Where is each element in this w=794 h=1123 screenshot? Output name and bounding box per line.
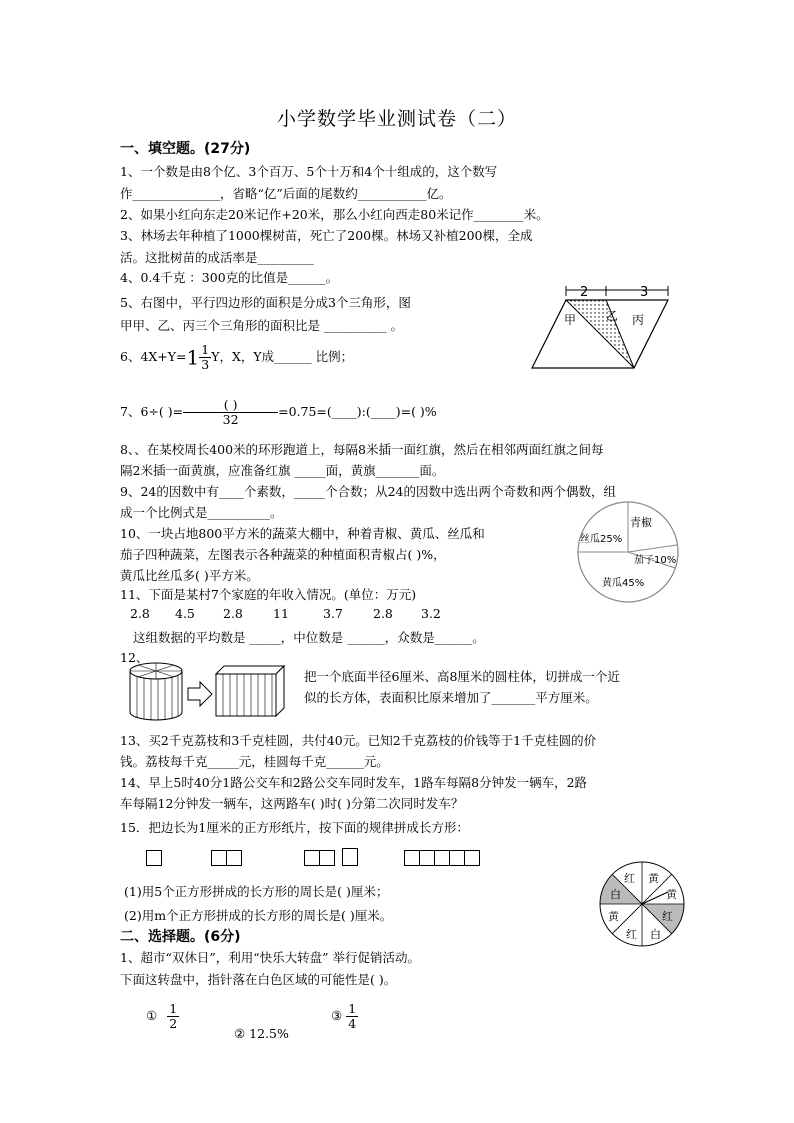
question-13-line-2: 钱。荔枝每千克_____元，桂圆每千克______元。 bbox=[120, 754, 389, 769]
figure-label-bing: 丙 bbox=[632, 313, 645, 327]
q6-whole: 1 bbox=[186, 345, 200, 370]
question-11-line-1: 11、下面是某村7个家庭的年收入情况。(单位：万元) bbox=[120, 587, 417, 602]
question-11-values bbox=[130, 606, 461, 621]
option-1-numerator: 1 bbox=[169, 1001, 178, 1016]
cylinder-to-cuboid-figure bbox=[124, 660, 296, 722]
section-2-heading: 二、选择题。(6分) bbox=[120, 929, 241, 945]
spinner-sector: 红 bbox=[662, 910, 673, 923]
question-8-line-2: 隔2米插一面黄旗，应准备红旗 _____面，黄旗_______面。 bbox=[120, 463, 445, 478]
question-10-line-1: 10、一块占地800平方米的蔬菜大棚中，种着青椒、黄瓜、丝瓜和 bbox=[120, 526, 485, 541]
question-14-line-1: 14、早上5时40分1路公交车和2路公交车同时发车，1路车每隔8分钟发一辆车，2路 bbox=[120, 775, 588, 790]
question-1-line-2: 作______________，省略“亿”后面的尾数约___________亿。 bbox=[120, 186, 452, 201]
question-9-line-2: 成一个比例式是__________。 bbox=[120, 505, 283, 520]
q11-value: 3.7 bbox=[323, 606, 343, 621]
q11-value: 11 bbox=[273, 606, 289, 621]
option-3-label: ③ bbox=[331, 1008, 343, 1023]
figure-label-yi: 乙 bbox=[606, 309, 619, 323]
unit-square bbox=[211, 850, 227, 866]
question-3-line-2: 活。这批树苗的成活率是_________ bbox=[120, 250, 314, 265]
option-2: ② 12.5% bbox=[234, 1026, 289, 1041]
question-13-line-1: 13、买2千克荔枝和3千克桂圆，共付40元。已知2千克荔枝的价钱等于1千克桂圆的价 bbox=[120, 733, 597, 748]
choice-1-line-1: 1、超市“双休日”，利用“快乐大转盘” 举行促销活动。 bbox=[120, 950, 420, 965]
option-3-denominator: 4 bbox=[348, 1016, 357, 1031]
parallelogram-figure bbox=[522, 284, 682, 374]
q6-suffix: Y，X，Y成______ 比例； bbox=[211, 349, 354, 364]
unit-square bbox=[342, 848, 358, 866]
question-12-line-1: 把一个底面半径6厘米、高8厘米的圆柱体，切拼成一个近 bbox=[304, 669, 620, 684]
spinner-sector: 黄 bbox=[666, 888, 677, 901]
option-1-fraction bbox=[167, 1002, 179, 1031]
vegetable-pie-chart bbox=[574, 498, 682, 606]
unit-square bbox=[304, 850, 320, 866]
question-6 bbox=[120, 343, 353, 372]
pie-label-qiezi: 茄子10% bbox=[634, 555, 677, 566]
spinner-sector: 白 bbox=[650, 928, 661, 941]
question-11-line-3: 这组数据的平均数是 _____，中位数是 ______，众数是______。 bbox=[133, 630, 485, 645]
question-7 bbox=[120, 398, 437, 427]
q7-prefix: 7、6÷( )= bbox=[120, 404, 184, 419]
spinner-sector: 红 bbox=[624, 872, 635, 885]
q6-fraction bbox=[199, 343, 211, 372]
q6-numerator: 1 bbox=[201, 342, 210, 357]
section-1-heading: 一、填空题。(27分) bbox=[120, 141, 251, 157]
option-1-label: ① bbox=[146, 1008, 158, 1023]
question-1-line-1: 1、一个数是由8个亿、3个百万、5个十万和4个十组成的，这个数写 bbox=[120, 164, 498, 179]
unit-square bbox=[449, 850, 465, 866]
option-3 bbox=[331, 1002, 358, 1031]
question-10-line-2: 茄子四种蔬菜，左图表示各种蔬菜的种植面积青椒占( )%， bbox=[120, 547, 446, 562]
spinner-sector: 黄 bbox=[648, 872, 659, 885]
pie-label-sigua: 丝瓜25% bbox=[580, 534, 623, 545]
unit-square bbox=[146, 850, 162, 866]
figure-label-3: 3 bbox=[640, 285, 649, 300]
q7-numerator: ( ) bbox=[183, 398, 278, 413]
q6-denominator: 3 bbox=[201, 357, 210, 372]
question-14-line-2: 车每隔12分钟发一辆车，这两路车( )时( )分第二次同时发车？ bbox=[120, 796, 464, 811]
unit-square bbox=[226, 850, 242, 866]
pie-label-qingjiao: 青椒 bbox=[630, 516, 652, 529]
spinner-sector: 白 bbox=[610, 888, 621, 901]
figure-label-jia: 甲 bbox=[564, 313, 577, 327]
spinner-sector: 红 bbox=[626, 928, 637, 941]
figure-label-2: 2 bbox=[580, 285, 589, 300]
question-15-a: (1)用5个正方形拼成的长方形的周长是( )厘米； bbox=[124, 884, 389, 899]
question-15-b: (2)用m个正方形拼成的长方形的周长是( )厘米。 bbox=[124, 908, 393, 923]
q11-value: 3.2 bbox=[421, 606, 441, 621]
question-5-line-2: 甲甲、乙、丙三个三角形的面积比是 __________ 。 bbox=[120, 318, 403, 333]
question-4: 4、0.4千克 ：300克的比值是______。 bbox=[120, 270, 339, 285]
unit-square bbox=[419, 850, 435, 866]
pie-label-huanggua: 黄瓜45% bbox=[602, 578, 645, 589]
unit-square bbox=[404, 850, 420, 866]
q11-value: 2.8 bbox=[373, 606, 393, 621]
q11-value: 4.5 bbox=[175, 606, 195, 621]
q11-value: 2.8 bbox=[130, 606, 150, 621]
question-10-line-3: 黄瓜比丝瓜多( )平方米。 bbox=[120, 568, 259, 583]
option-1-denominator: 2 bbox=[169, 1016, 178, 1031]
option-3-numerator: 1 bbox=[348, 1001, 357, 1016]
q7-denominator: 32 bbox=[222, 412, 239, 427]
q6-prefix: 6、4X+Y= bbox=[120, 349, 187, 364]
question-2: 2、如果小红向东走20米记作+20米，那么小红向西走80米记作________米。 bbox=[120, 207, 549, 222]
question-5-line-1: 5、右图中，平行四边形的面积是分成3个三角形，图 bbox=[120, 295, 411, 310]
question-3-line-1: 3、林场去年种植了1000棵树苗，死亡了200棵。林场又补植200棵，全成 bbox=[120, 228, 533, 243]
question-12-number: 12、 bbox=[120, 650, 149, 665]
question-15: 15．把边长为1厘米的正方形纸片，按下面的规律拼成长方形： bbox=[120, 820, 469, 835]
question-12-line-2: 似的长方体，表面积比原来增加了_______平方厘米。 bbox=[304, 690, 598, 705]
q11-value: 2.8 bbox=[223, 606, 243, 621]
unit-square bbox=[434, 850, 450, 866]
q7-fraction bbox=[183, 398, 278, 427]
question-9-line-1: 9、24的因数中有____个素数，_____个合数；从24的因数中选出两个奇数和两个偶数，组 bbox=[120, 484, 617, 499]
option-3-fraction bbox=[346, 1002, 358, 1031]
spinner-wheel bbox=[596, 858, 688, 950]
choice-1-line-2: 下面这转盘中，指针落在白色区域的可能性是( )。 bbox=[120, 972, 397, 987]
option-1 bbox=[146, 1002, 179, 1031]
question-8-line-1: 8、、在某校周长400米的环形跑道上，每隔8米插一面红旗，然后在相邻两面红旗之间每 bbox=[120, 442, 604, 457]
unit-square bbox=[464, 850, 480, 866]
spinner-sector: 黄 bbox=[608, 910, 619, 923]
page-title: 小学数学毕业测试卷（二） bbox=[276, 108, 517, 130]
unit-square bbox=[319, 850, 335, 866]
q7-suffix: =0.75=(____):(____)=( )% bbox=[278, 404, 437, 419]
